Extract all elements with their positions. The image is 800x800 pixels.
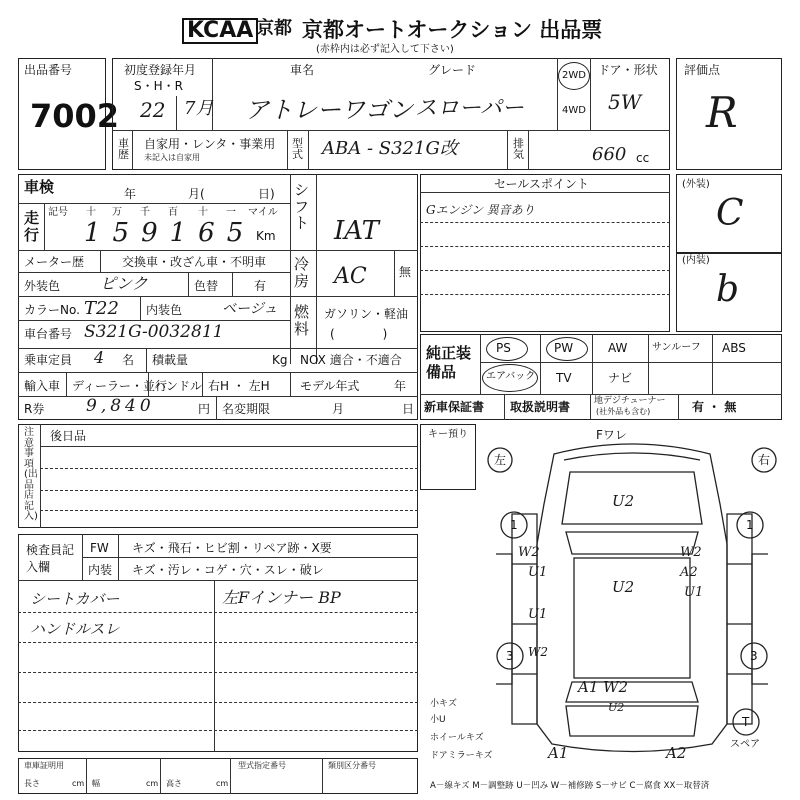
mark-right-a2: A2: [680, 565, 698, 580]
model-label: 型式: [292, 137, 303, 161]
recycle-label: R券: [24, 402, 45, 416]
drive-4wd: 4WD: [562, 105, 586, 116]
shift-label: シフト: [294, 181, 310, 232]
spare-label: スペア: [730, 739, 760, 750]
mark-right-w2: W2: [680, 545, 702, 560]
mark-left-u1b: U1: [528, 607, 548, 622]
inspector-note-3: 左Fインナー BP: [222, 588, 341, 607]
expiry-month: 月: [332, 402, 345, 416]
mileage-unit-km: Km: [256, 229, 276, 243]
sales-point-label: セールスポイント: [494, 177, 589, 191]
mark-left-u1: U1: [528, 565, 548, 580]
equip-airbag: エアバック: [486, 371, 536, 382]
equip-navi: ナビ: [608, 371, 633, 385]
grade-label: グレード: [428, 63, 477, 77]
tire-rr-label: 3: [750, 649, 758, 663]
tuner-label: 地デジチューナー: [594, 396, 666, 406]
tuner-note: (社外品も含む): [596, 407, 651, 416]
legend-small-scratch: 小キズ: [430, 699, 457, 709]
lot-number: 7002: [30, 97, 120, 135]
new-car-warranty: 新車保証書: [424, 400, 485, 414]
import-label: 輸入車: [24, 379, 61, 393]
color-change-value: 有: [254, 279, 267, 293]
era-label: S・H・R: [134, 79, 183, 93]
grade: スローパー: [415, 96, 524, 121]
inspector-note-1: シートカバー: [30, 590, 120, 608]
color-no-value: T22: [84, 298, 119, 319]
meter-options: 交換車・改ざん車・不明車: [122, 255, 267, 269]
lot-label: 出品番号: [24, 63, 73, 77]
fuel-options: ガソリン・軽油: [324, 307, 409, 321]
logo-sub: 京都: [256, 18, 292, 39]
class-no-label: 類別区分番号: [328, 761, 376, 770]
interior-color-label: 内装色: [146, 303, 183, 317]
front-damage-label: Fワレ: [596, 428, 627, 442]
interior-color-value: ベージュ: [222, 301, 278, 317]
displacement: 660: [592, 144, 627, 165]
capacity-value: 4: [94, 348, 105, 367]
ext-grade-label: (外装): [682, 179, 710, 190]
mileage-label: 走行: [24, 209, 40, 244]
inspection-year: 年: [124, 187, 137, 201]
legend-wheel-scratch: ホイールキズ: [430, 733, 484, 743]
equip-abs: ABS: [722, 341, 746, 355]
displacement-label: 排気: [513, 137, 524, 161]
length-label: 長さ: [24, 779, 40, 788]
equipment-label: 純正装備品: [426, 344, 472, 381]
first-reg-month: 7月: [184, 98, 214, 119]
mileage-unit-mile: マイル: [248, 207, 278, 218]
rear-item-label: 後日品: [50, 429, 87, 443]
shift-value: IAT: [334, 216, 379, 246]
capacity-unit: 名: [122, 353, 135, 367]
first-reg-year: 22: [140, 98, 166, 122]
form-subtitle: (赤枠内は必ず記入して下さい): [316, 44, 454, 55]
nox-options: NOX 適合・不適合: [300, 353, 402, 367]
aircon-none: 無: [399, 265, 412, 279]
left-label: 左: [494, 453, 507, 467]
length-cm: cm: [72, 779, 85, 788]
drive-2wd: 2WD: [562, 70, 586, 81]
handle-label: ハンドル: [154, 379, 203, 393]
right-label: 右: [758, 453, 771, 467]
model-year-label: モデル年式: [300, 379, 360, 393]
door-label: ドア・形状: [598, 63, 658, 77]
height-cm: cm: [216, 779, 229, 788]
car-name-label: 車名: [290, 63, 315, 77]
handle-options: 右H ・ 左H: [208, 379, 270, 393]
notes-side-label: 注意事項(出品店記入): [24, 427, 38, 522]
inspector-label: 検査員記入欄: [26, 543, 75, 574]
mileage-digit-1: 万: [112, 207, 122, 218]
color-change-label: 色替: [194, 279, 219, 293]
inspection-month: 月(: [188, 187, 205, 201]
legend-mirror-scratch: ドアミラーキズ: [430, 751, 493, 761]
aircon-label: 冷房: [294, 255, 310, 290]
aircon-value: AC: [334, 264, 367, 289]
ext-color-label: 外装色: [24, 279, 61, 293]
logo: KCAA: [182, 18, 258, 44]
ext-grade-value: C: [716, 193, 744, 234]
sales-point-text: Gエンジン 異音あり: [426, 203, 535, 217]
recycle-unit: 円: [198, 402, 211, 416]
equip-ps: PS: [496, 341, 511, 355]
int-grade-value: b: [716, 269, 740, 310]
height-label: 高さ: [166, 779, 182, 788]
mark-rear-u2: U2: [608, 701, 625, 714]
load-unit: Kg: [272, 353, 288, 367]
mark-roof: U2: [612, 578, 635, 596]
manual: 取扱説明書: [510, 400, 571, 414]
model: ABA - S321G改: [322, 138, 458, 159]
car-name: アトレーワゴン: [245, 96, 413, 124]
fw-label: FW: [90, 541, 109, 555]
inspector-note-2: ハンドルスレ: [30, 620, 120, 638]
equip-sunroof: サンルーフ: [652, 342, 701, 353]
key-label: キー預り: [428, 429, 468, 440]
mark-left-w2b: W2: [528, 645, 548, 659]
spare-mark: T: [742, 715, 750, 729]
import-dealer: ディーラー・並行: [72, 379, 168, 393]
score: R: [706, 88, 738, 137]
tire-fr-label: 1: [746, 518, 754, 532]
mileage-digit-5: 一: [226, 207, 236, 218]
cert-label: 車庫証明用: [24, 761, 64, 770]
expiry-label: 名変期限: [222, 402, 271, 416]
tuner-yes-no: 有 ・ 無: [692, 400, 737, 414]
mark-hood: U2: [612, 492, 635, 510]
fuel-paren: ( ): [330, 327, 388, 341]
chassis-label: 車台番号: [24, 327, 73, 341]
interior-label: 内装: [88, 563, 113, 577]
chassis-value: S321G-0032811: [84, 322, 224, 342]
expiry-day: 日: [402, 402, 415, 416]
recycle-value: 9,840: [86, 396, 155, 416]
door-value: 5W: [608, 90, 642, 114]
capacity-label: 乗車定員: [24, 353, 73, 367]
mark-rear-a1w2: A1 W2: [578, 678, 629, 696]
score-label: 評価点: [684, 63, 721, 77]
mark-bumper-a1: A1: [548, 744, 569, 762]
first-reg-label: 初度登録年月: [124, 63, 197, 77]
fw-options: キズ・飛石・ヒビ割・リペア跡・X要: [132, 541, 332, 555]
legend-small-dent: 小U: [430, 715, 446, 725]
model-year-unit: 年: [394, 379, 407, 393]
form-title: 京都オートオークション 出品票: [302, 18, 603, 42]
legend-codes: A－線キズ M－調整跡 U－凹み W－補修跡 S－サビ C－腐食 XX－取替済: [430, 781, 710, 791]
mark-left-w2: W2: [518, 545, 540, 560]
sales-point-box: [420, 174, 670, 332]
inspection-day: 日): [258, 187, 275, 201]
history-options: 自家用・レンタ・事業用: [144, 137, 276, 151]
mileage-digit-4: 十: [198, 207, 208, 218]
mileage-symbol: 記号: [48, 207, 68, 218]
history-label: 車歴: [118, 137, 129, 161]
tire-fl-label: 1: [510, 518, 518, 532]
mileage-digit-3: 百: [168, 207, 178, 218]
tire-rl-label: 3: [506, 649, 514, 663]
load-label: 積載量: [152, 353, 189, 367]
int-grade-label: (内装): [682, 255, 710, 266]
interior-options: キズ・汚レ・コゲ・穴・スレ・破レ: [132, 563, 324, 577]
fuel-label: 燃料: [294, 303, 310, 338]
equip-aw: AW: [608, 341, 628, 355]
mark-right-u1: U1: [684, 585, 704, 600]
width-label: 幅: [92, 779, 100, 788]
displacement-unit: cc: [636, 151, 650, 165]
type-no-label: 型式指定番号: [238, 761, 286, 770]
equip-pw: PW: [554, 341, 574, 355]
mark-bumper-a2: A2: [666, 744, 687, 762]
width-cm: cm: [146, 779, 159, 788]
mileage-digit-0: 十: [86, 207, 96, 218]
history-note: 未記入は自家用: [144, 153, 200, 162]
inspection-label: 車検: [24, 178, 55, 196]
mileage-digit-2: 千: [140, 207, 150, 218]
color-no-label: カラーNo.: [24, 303, 80, 317]
meter-label: メーター歴: [24, 255, 85, 269]
mileage-value: 159165: [84, 218, 256, 248]
ext-color-value: ピンク: [100, 274, 148, 293]
equip-tv: TV: [556, 371, 572, 385]
